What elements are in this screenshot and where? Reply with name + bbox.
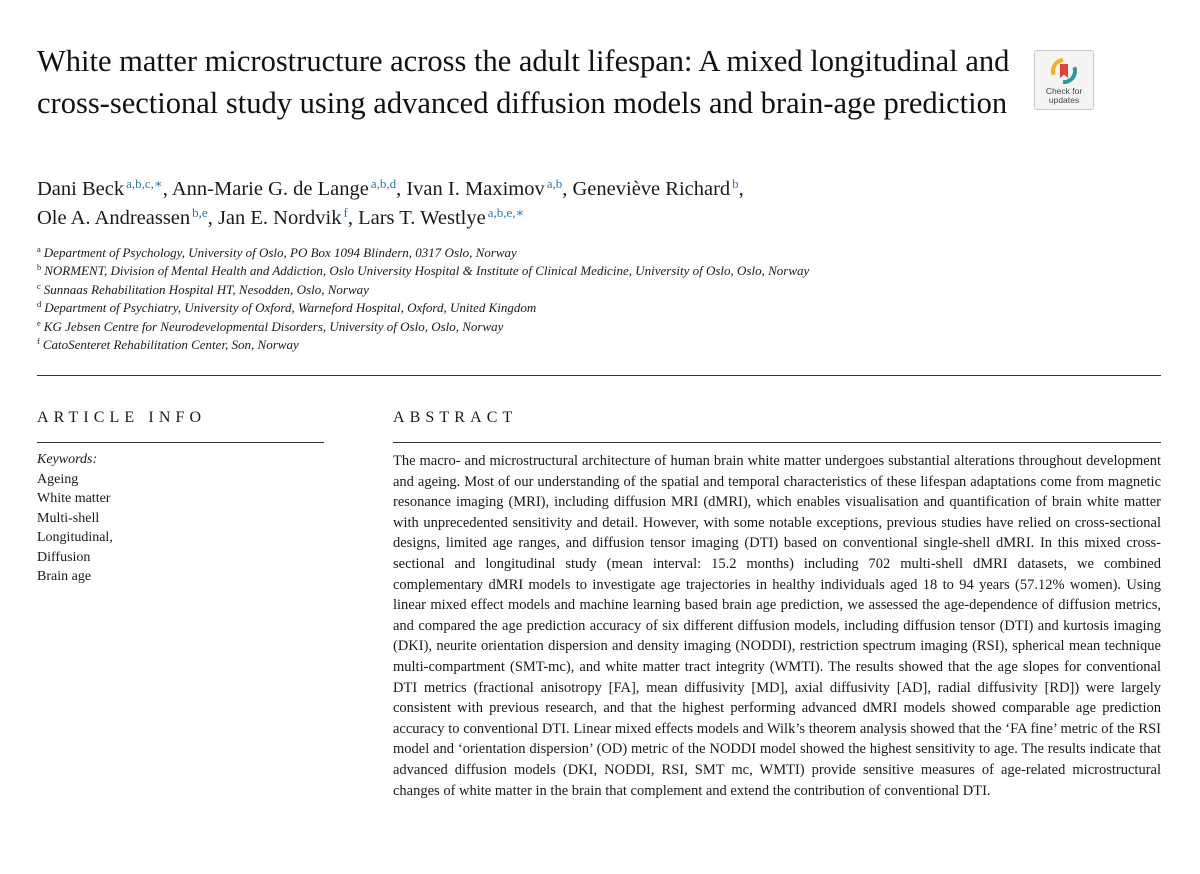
affiliations bbox=[37, 244, 1137, 354]
keywords-label: Keywords: bbox=[37, 452, 98, 467]
author-affiliation-link[interactable]: a,b,c,∗ bbox=[126, 176, 163, 191]
author[interactable]: Lars T. Westlye $^{a,b,e,∗}$ bbox=[358, 205, 525, 229]
header-divider bbox=[37, 375, 1161, 376]
author[interactable]: Ole A. Andreassen $^{b,e}$, bbox=[37, 205, 218, 229]
keyword-item: Ageing bbox=[37, 471, 79, 487]
affiliation-item: $^b$ NORMENT, Division of Mental Health and Addiction, Oslo University Hospital & Institute of Clinical Medicine, University of Oslo, Oslo, Norway bbox=[37, 262, 810, 279]
article-info-divider bbox=[37, 442, 324, 443]
affiliation-item: $^e$ KG Jebsen Centre for Neurodevelopmental Disorders, University of Oslo, Oslo, Norway bbox=[37, 317, 504, 334]
abstract-divider bbox=[393, 442, 1161, 443]
author-affiliation-link[interactable]: f bbox=[343, 205, 348, 220]
affiliation-item: $^f$ CatoSenteret Rehabilitation Center, Son, Norway bbox=[37, 336, 299, 353]
badge-line2: updates bbox=[1048, 95, 1080, 105]
badge-line1: Check for bbox=[1045, 86, 1083, 96]
keyword-item: Multi-shell bbox=[37, 510, 100, 526]
abstract-body: The macro- and microstructural architecture of human brain white matter undergoes substantial alterations throughout development and ageing. Most of our understanding of the spatial and temporal characteristics of these lifespan adaptations come from magnetic resonance imaging (MRI), including diffusion MRI (dMRI), which enables visualisation and quantification of brain white matter with unprecedented sensitivity and detail. However, with some notable exceptions, previous studies have relied on cross-sectional designs, limited age ranges, and diffusion tensor imaging (DTI) based on conventional single-shell dMRI. In this mixed cross-sectional and longitudinal study (mean interval: 15.2 months) including 702 multi-shell dMRI datasets, we combined complementary dMRI models to investigate age trajectories in healthy individuals aged 18 to 94 years (57.12% women). Using linear mixed effect models and machine learning based brain age prediction, we assessed the age-dependence of diffusion metrics, and compared the age prediction accuracy of six different diffusion models, including diffusion tensor (DTI) and kurtosis imaging (DKI), neurite orientation dispersion and density imaging (NODDI), restriction spectrum imaging (RSI), spherical mean technique multi-compartment (SMT-mc), and white matter tract integrity (WMTI). The results showed that the age slopes for conventional DTI metrics (fractional anisotropy [FA], mean diffusivity [MD], axial diffusivity [AD], radial diffusivity [RD]) were largely consistent with previous research, and that the highest performing advanced dMRI models showed comparable age prediction accuracy to conventional DTI. Linear mixed effects models and Wilk’s theorem analysis showed that the ‘FA fine’ metric of the RSI model and ‘orientation dispersion’ (OD) metric of the NODDI model showed the highest sensitivity to age. The results indicate that advanced diffusion models (DKI, NODDI, RSI, SMT mc, WMTI) provide sensitive measures of age-related microstructural changes of white matter in the brain that complement and extend the contribution of conventional DTI. bbox=[393, 453, 1161, 799]
keyword-item: Diffusion bbox=[37, 549, 91, 565]
keyword-item: Brain age bbox=[37, 569, 92, 584]
author[interactable]: Dani Beck $^{a,b,c,∗}$, bbox=[37, 176, 172, 200]
author-affiliation-link[interactable]: b bbox=[732, 176, 739, 191]
keyword-item: Longitudinal, bbox=[37, 530, 113, 545]
author-affiliation-link[interactable]: a,b,e,∗ bbox=[487, 205, 525, 220]
article-title: White matter microstructure across the adult lifespan: A mixed longitudinal and cross-sectional study using advanced diffusion models and brain-age prediction bbox=[37, 44, 1010, 120]
affiliation-item: $^a$ Department of Psychology, University of Oslo, PO Box 1094 Blindern, 0317 Oslo, Norway bbox=[37, 244, 517, 260]
author-list bbox=[37, 175, 1137, 233]
affiliation-item: $^d$ Department of Psychiatry, University of Oxford, Warneford Hospital, Oxford, United Kingdom bbox=[37, 299, 537, 316]
check-for-updates-icon bbox=[1050, 57, 1078, 85]
author-affiliation-link[interactable]: b,e bbox=[192, 205, 208, 220]
article-info-heading: ARTICLE INFO bbox=[37, 409, 207, 426]
author[interactable]: Ivan I. Maximov $^{a,b}$, bbox=[406, 176, 573, 200]
keyword-item: White matter bbox=[37, 491, 111, 506]
affiliation-item: $^c$ Sunnaas Rehabilitation Hospital HT, Nesodden, Oslo, Norway bbox=[37, 280, 369, 297]
keywords-list bbox=[37, 450, 317, 587]
author[interactable]: Geneviève Richard $^b$, bbox=[572, 176, 744, 200]
abstract-heading: ABSTRACT bbox=[393, 409, 518, 426]
check-for-updates-badge[interactable] bbox=[1034, 50, 1094, 110]
author[interactable]: Jan E. Nordvik $^f$, bbox=[217, 205, 359, 229]
author-affiliation-link[interactable]: a,b,d bbox=[370, 176, 397, 191]
author-affiliation-link[interactable]: a,b bbox=[546, 176, 563, 191]
author[interactable]: Ann-Marie G. de Lange $^{a,b,d}$, bbox=[171, 176, 407, 200]
